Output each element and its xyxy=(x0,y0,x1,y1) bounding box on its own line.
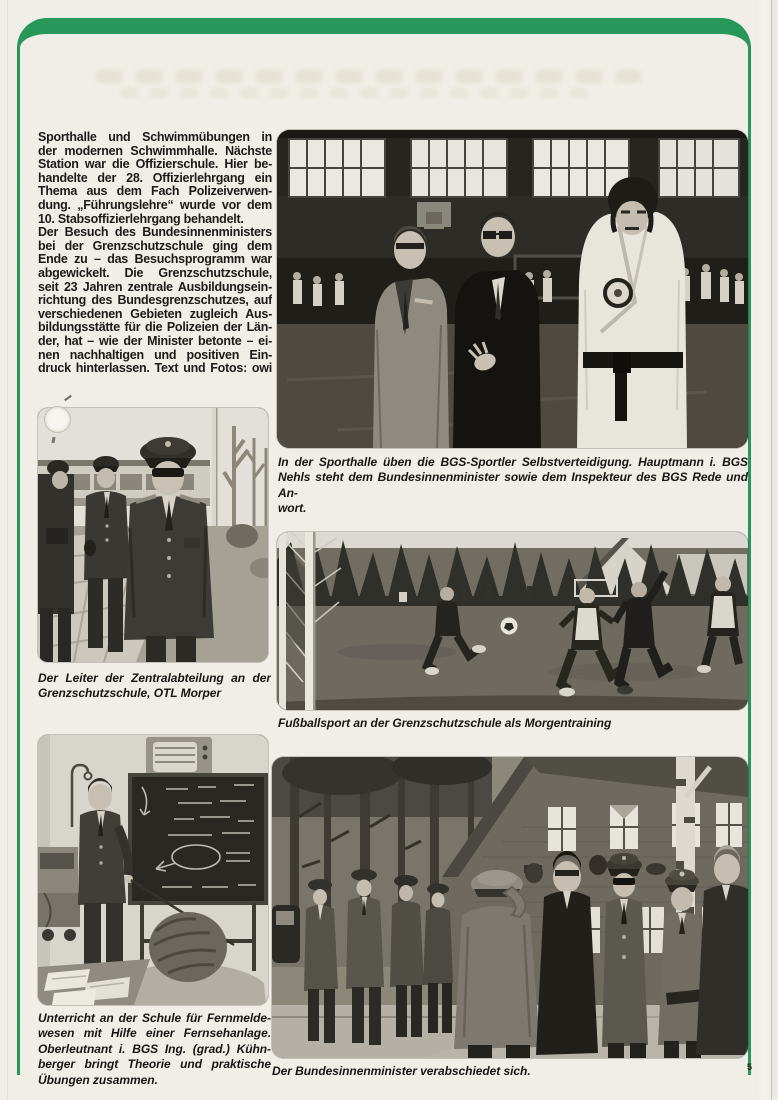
text-line: wesen mit Hilfe einer Fernsehanlage. xyxy=(38,1026,271,1041)
text-line: 10. Stabsoffizierlehrgang behandelt. xyxy=(38,212,244,226)
tv-monitor xyxy=(146,737,212,777)
scan-edge-right xyxy=(756,0,778,1100)
text-line: berger bringt Theorie und praktische xyxy=(38,1057,271,1072)
equipment-trolley xyxy=(38,847,80,941)
photo-unterricht xyxy=(38,735,268,1005)
print-showthrough xyxy=(96,70,641,83)
text-line: Oberleutnant i. BGS Ing. (grad.) Kühn- xyxy=(38,1041,271,1056)
text-line: Fußballsport an der Grenzschutzschule als Morgentraining xyxy=(278,716,612,730)
punch-hole-artifact xyxy=(44,406,71,433)
text-line: verschiedenen Gebieten zugleich Aus- xyxy=(38,307,272,321)
text-line: Nehls steht dem Bundesinnenminister sowie dem Inspekteur des BGS Rede und An- xyxy=(278,470,748,500)
leiter-scene xyxy=(38,408,268,662)
photo-fussball xyxy=(277,532,748,710)
unterricht-scene xyxy=(38,735,268,1005)
text-line: richtung des Bundesgrenzschutzes, auf xyxy=(38,294,272,308)
page-number: 5 xyxy=(746,1062,752,1072)
caption-unterricht xyxy=(38,1011,271,1088)
text-line: handelte der 28. Offizierlehrgang ein xyxy=(38,171,272,185)
text-line: Thema aus dem Fach Polizeiverwen- xyxy=(38,185,272,199)
blackboard xyxy=(130,775,266,903)
text-line: Übungen zusammen. xyxy=(38,1072,158,1087)
text-line: Der Bundesinnenminister verabschiedet sich. xyxy=(272,1064,531,1078)
caption-abschied xyxy=(272,1064,702,1079)
text-line: seit 23 Jahren zentrale Ausbildungsein- xyxy=(38,280,272,294)
photo-sporthalle xyxy=(277,130,748,448)
text-line: dung. „Führungslehre“ wurde vor dem xyxy=(38,198,272,212)
desk-papers xyxy=(38,959,150,1005)
photo-leiter xyxy=(38,408,268,662)
photo-abschied xyxy=(272,757,748,1058)
text-line: Ende zu – das Besuchsprogramm war xyxy=(38,253,272,267)
text-line: Unterricht an der Schule für Fernmelde- xyxy=(38,1011,271,1025)
text-line: Sporthalle und Schwimmübungen in xyxy=(38,131,272,144)
text-line: abgewickelt. Die Grenzschutzschule, xyxy=(38,266,272,280)
scan-edge-line xyxy=(771,0,772,1100)
caption-fussball xyxy=(278,716,748,731)
text-line: Station war die Offizierschule. Hier be- xyxy=(38,158,272,172)
parked-car xyxy=(272,905,300,963)
text-line: Der Besuch des Bundesinnenministers xyxy=(38,226,272,240)
text-line: nen nachhaltigen und positiven Ein- xyxy=(38,348,272,362)
text-line: wort. xyxy=(278,501,307,516)
text-line: druck hinterlassen. Text und Fotos: owi xyxy=(38,362,272,376)
caption-sporthalle xyxy=(278,455,748,517)
text-line: bei der Grenzschutzschule ging dem xyxy=(38,239,272,253)
text-line: In der Sporthalle üben die BGS-Sportler Selbstverteidigung. Hauptmann i. BGS xyxy=(278,455,748,469)
caption-leiter xyxy=(38,671,271,702)
print-showthrough xyxy=(120,88,600,98)
text-line: bildungsstätte für die Polizeien der Län- xyxy=(38,321,272,335)
article-text xyxy=(38,131,272,376)
scan-edge-left xyxy=(7,0,8,1100)
basketball-hoop xyxy=(417,202,451,229)
text-line: Grenzschutzschule, OTL Morper xyxy=(38,686,222,701)
fussball-scene xyxy=(277,532,748,710)
abschied-scene xyxy=(272,757,748,1058)
black-belt xyxy=(583,352,683,368)
text-line: der, hat – wie der Minister betonte – ei- xyxy=(38,334,272,348)
text-line: Der Leiter der Zentralabteilung an der xyxy=(38,671,271,685)
text-line: der modernen Schwimmhalle. Nächste xyxy=(38,144,272,158)
sporthalle-scene xyxy=(277,130,748,448)
